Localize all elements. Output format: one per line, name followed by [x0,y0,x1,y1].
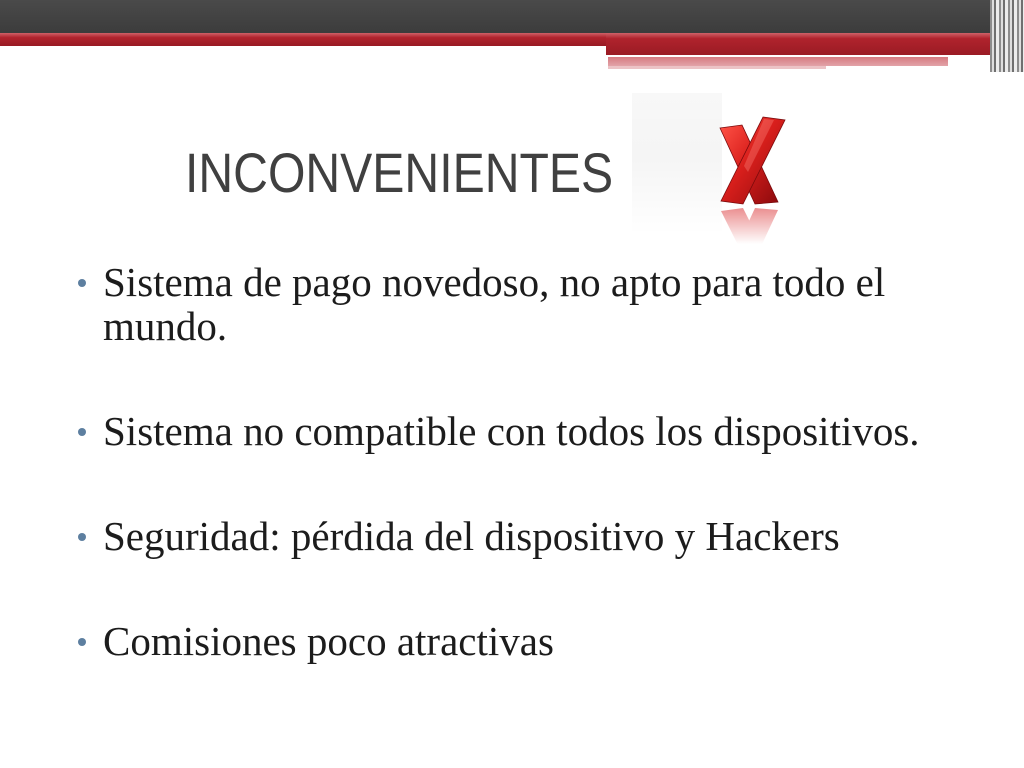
bullet-dot [78,533,86,541]
bullet-dot [78,638,86,646]
red-x-icon [714,114,786,206]
accent-line-pink-short [608,66,826,69]
bullet-item [103,619,963,663]
red-x-reflection [714,206,786,244]
bullet-dot [78,428,86,436]
faded-background-image [632,93,722,235]
bullet-item [103,260,963,348]
slide-title: INCONVENIENTES [185,141,614,204]
accent-stripe-left [0,33,606,46]
bullet-item [103,409,963,453]
bullet-item [103,514,963,558]
header-bar [0,0,1024,33]
accent-line-pink [608,57,948,66]
bullet-dot [78,279,86,287]
header-stripes [990,0,1024,72]
bullet-text: Comisiones poco atractivas [103,618,554,664]
bullet-list [103,260,963,724]
bullet-text: Seguridad: pérdida del dispositivo y Hackers [103,513,840,559]
bullet-text: Sistema no compatible con todos los dispositivos. [103,408,920,454]
accent-stripe-right [606,33,990,55]
bullet-text: Sistema de pago novedoso, no apto para todo el mundo. [103,259,886,349]
